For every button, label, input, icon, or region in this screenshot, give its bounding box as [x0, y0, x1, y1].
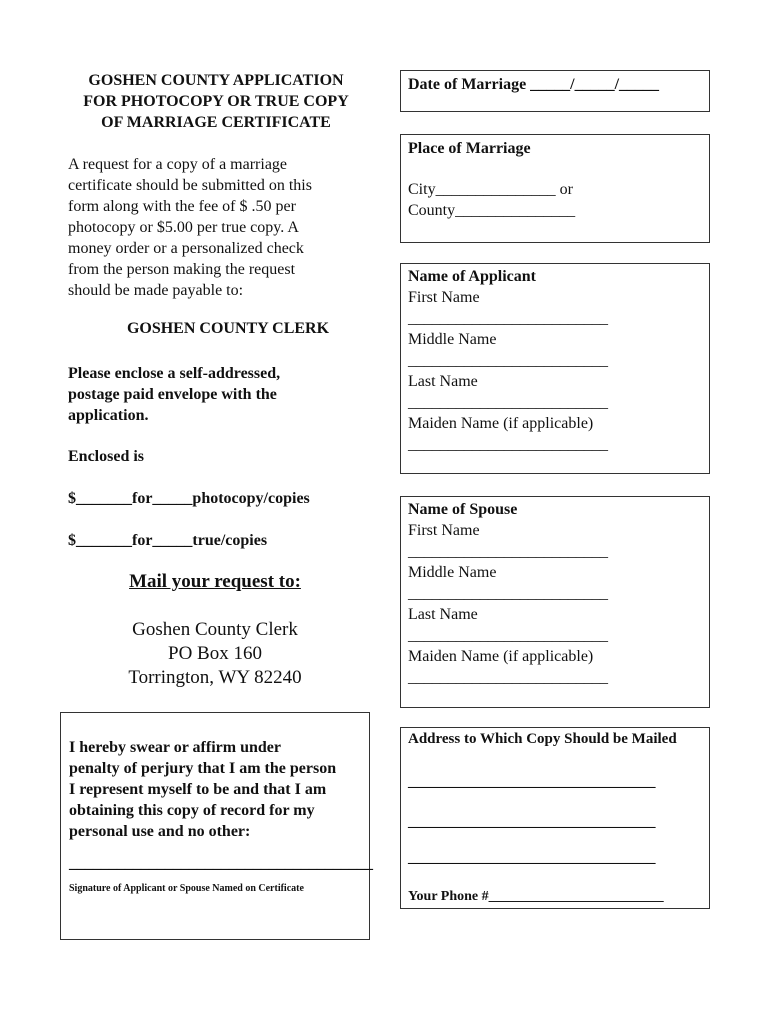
mailing-address-box: [400, 727, 710, 909]
spouse-heading: Name of Spouse: [408, 501, 518, 518]
mail-name: Goshen County Clerk: [132, 619, 298, 640]
spouse-box: [400, 496, 710, 708]
oath-box: [60, 712, 373, 940]
date-of-marriage-field[interactable]: Date of Marriage _____/_____/_____: [408, 76, 660, 93]
date-of-marriage-box: [400, 70, 710, 112]
spouse-maiden-label: Maiden Name (if applicable): [408, 648, 594, 665]
spouse-first-field[interactable]: _________________________: [408, 543, 608, 560]
spouse-middle-label: Middle Name: [408, 564, 497, 581]
oath-line: personal use and no other:: [69, 823, 251, 840]
oath-line: obtaining this copy of record for my: [69, 802, 315, 819]
applicant-maiden-field[interactable]: _________________________: [408, 436, 608, 453]
envelope-line: Please enclose a self-addressed,: [68, 365, 281, 382]
intro-line: photocopy or $5.00 per true copy. A: [68, 219, 299, 236]
oath-line: I hereby swear or affirm under: [69, 739, 281, 756]
intro-line: should be made payable to:: [68, 282, 244, 299]
title-line: OF MARRIAGE CERTIFICATE: [101, 114, 331, 131]
address-line-1-field[interactable]: _________________________________: [408, 774, 656, 790]
applicant-middle-label: Middle Name: [408, 331, 497, 348]
mail-city: Torrington, WY 82240: [128, 667, 302, 688]
title-line: GOSHEN COUNTY APPLICATION: [88, 72, 344, 89]
spouse-last-label: Last Name: [408, 606, 478, 623]
applicant-heading: Name of Applicant: [408, 268, 536, 285]
signature-label: Signature of Applicant or Spouse Named on Certificate: [69, 883, 304, 894]
applicant-box: [400, 263, 710, 474]
spouse-middle-field[interactable]: _________________________: [408, 585, 608, 602]
mailing-address: [68, 618, 362, 690]
intro-line: form along with the fee of $ .50 per: [68, 198, 296, 215]
intro-line: certificate should be submitted on this: [68, 177, 312, 194]
intro-paragraph: [68, 154, 368, 301]
oath-line: penalty of perjury that I am the person: [69, 760, 337, 777]
applicant-first-field[interactable]: _________________________: [408, 310, 608, 327]
mail-heading: Mail your request to:: [129, 571, 301, 592]
enclosed-label: Enclosed is: [68, 448, 145, 465]
address-line-3-field[interactable]: _________________________________: [408, 850, 656, 866]
envelope-line: application.: [68, 407, 149, 424]
spouse-maiden-field[interactable]: _________________________: [408, 669, 608, 686]
applicant-first-label: First Name: [408, 289, 480, 306]
intro-line: money order or a personalized check: [68, 240, 304, 257]
place-of-marriage-box: [400, 134, 710, 243]
place-heading: Place of Marriage: [408, 140, 531, 157]
oath-text: [69, 737, 369, 842]
intro-line: from the person making the request: [68, 261, 296, 278]
county-field[interactable]: County_______________: [408, 202, 576, 219]
oath-line: I represent myself to be and that I am: [69, 781, 327, 798]
intro-line: A request for a copy of a marriage: [68, 156, 288, 173]
applicant-last-field[interactable]: _________________________: [408, 394, 608, 411]
payee-name: GOSHEN COUNTY CLERK: [126, 320, 330, 337]
applicant-maiden-label: Maiden Name (if applicable): [408, 415, 594, 432]
photocopy-fee-field[interactable]: $_______for_____photocopy/copies: [68, 490, 310, 507]
address-heading: Address to Which Copy Should be Mailed: [408, 731, 677, 747]
title-line: FOR PHOTOCOPY OR TRUE COPY: [83, 93, 349, 110]
city-field[interactable]: City_______________ or: [408, 181, 573, 198]
mail-po-box: PO Box 160: [168, 643, 262, 664]
form-title: [66, 70, 366, 133]
envelope-line: postage paid envelope with the: [68, 386, 277, 403]
spouse-first-label: First Name: [408, 522, 480, 539]
phone-field[interactable]: Your Phone #_________________________: [408, 889, 664, 904]
applicant-last-label: Last Name: [408, 373, 478, 390]
envelope-instruction: [68, 363, 368, 426]
address-line-2-field[interactable]: _________________________________: [408, 814, 656, 830]
true-copy-fee-field[interactable]: $_______for_____true/copies: [68, 532, 268, 549]
spouse-last-field[interactable]: _________________________: [408, 627, 608, 644]
applicant-middle-field[interactable]: _________________________: [408, 352, 608, 369]
signature-field[interactable]: ______________________________________: [69, 855, 373, 872]
